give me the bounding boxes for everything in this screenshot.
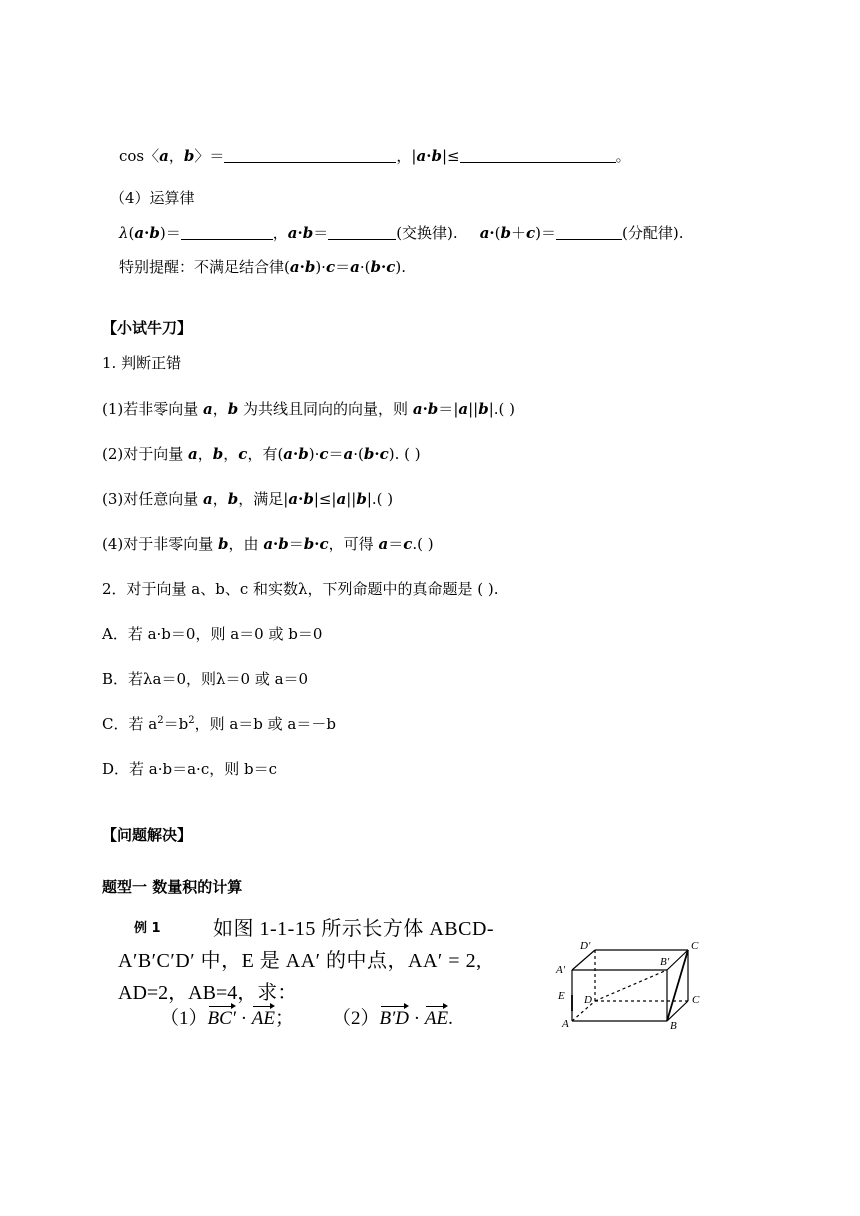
dot: · xyxy=(298,490,304,508)
dot: · xyxy=(235,1008,252,1029)
var-b: b xyxy=(218,535,229,553)
eq: ＝ xyxy=(328,445,344,463)
var-a: a xyxy=(378,535,389,553)
var-a: a xyxy=(343,445,354,463)
dot: · xyxy=(380,258,387,276)
var-a: a xyxy=(289,258,300,276)
var-b: b xyxy=(427,400,439,418)
var-a: a xyxy=(288,490,299,508)
paren: ( xyxy=(494,224,501,242)
vector-ae: AE xyxy=(251,1008,275,1029)
text: 为共线且同向的向量，则 xyxy=(238,400,413,418)
commute-blank xyxy=(328,225,396,240)
eq: ＝ xyxy=(335,258,351,276)
var-b: b xyxy=(304,258,316,276)
dot: · xyxy=(422,400,428,418)
var-b: b xyxy=(227,490,239,508)
text: (1)若非零向量 xyxy=(102,400,204,418)
dot: · xyxy=(426,147,432,165)
comma: ， xyxy=(197,445,213,463)
abs-blank xyxy=(460,148,616,163)
dot: · xyxy=(489,224,495,242)
answer-paren: .( ) xyxy=(412,535,434,553)
var-a: a xyxy=(350,258,360,276)
var-a: a xyxy=(458,400,469,418)
abs-close: |≤ xyxy=(441,147,460,165)
example-label: 例 1 xyxy=(134,921,161,936)
answer-paren: |.( ) xyxy=(488,400,516,418)
dot: · xyxy=(374,445,380,463)
var-b: b xyxy=(363,445,375,463)
commute-label: (交换律). xyxy=(396,224,458,242)
lambda: λ xyxy=(119,224,129,242)
section4-title: （4）运算律 xyxy=(110,189,195,207)
text: ，可得 xyxy=(328,535,379,553)
type1-title: 题型一 数量积的计算 xyxy=(102,878,243,896)
var-a: a xyxy=(479,224,490,242)
var-b: b xyxy=(356,490,367,508)
dot: · xyxy=(314,535,320,553)
var-c: c xyxy=(319,535,329,553)
note-mid: )· xyxy=(315,258,326,276)
question1-item4 xyxy=(102,534,434,554)
cos-prefix: cos〈 xyxy=(119,147,160,165)
exponent: 2 xyxy=(188,715,195,726)
text: ，满足| xyxy=(238,490,289,508)
var-b: b xyxy=(478,400,489,418)
text: ＝b xyxy=(163,715,189,733)
comma: ， xyxy=(168,147,184,165)
note-prefix: 特别提醒：不满足结合律( xyxy=(119,258,290,276)
eq: ＝ xyxy=(288,535,304,553)
eq: ＝ xyxy=(313,224,329,242)
distribute-label: (分配律). xyxy=(622,224,684,242)
text: ，有( xyxy=(247,445,284,463)
text: (2)对于向量 xyxy=(102,445,189,463)
var-a: a xyxy=(203,490,213,508)
dot: · xyxy=(293,445,299,463)
var-a: a xyxy=(336,490,347,508)
question1-item2 xyxy=(102,444,421,464)
note-end: ). xyxy=(395,258,406,276)
eq: ＝ xyxy=(438,400,454,418)
lambda-blank xyxy=(181,225,273,240)
var-b: b xyxy=(370,258,381,276)
question1-item1: (1)若非零向量 a，b 为共线且同向的向量，则 a·b＝|a||b|.( ) xyxy=(102,400,516,418)
label-d: D xyxy=(584,994,592,1006)
label-b: B xyxy=(670,1020,677,1032)
var-b: b xyxy=(303,535,315,553)
var-c: c xyxy=(403,535,413,553)
plus: ＋ xyxy=(511,224,527,242)
separator: ， xyxy=(396,147,412,165)
answer-paren: ). ( ) xyxy=(388,445,421,463)
trial-header: 【小试牛刀】 xyxy=(102,319,193,337)
period: 。 xyxy=(615,147,631,165)
answer-paren: |.( ) xyxy=(366,490,394,508)
special-note xyxy=(119,257,406,277)
var-a: a xyxy=(188,445,198,463)
var-b: b xyxy=(302,224,314,242)
note-mid: ·( xyxy=(359,258,371,276)
label-e: E xyxy=(558,990,565,1002)
distribute-blank xyxy=(556,225,622,240)
var-c: c xyxy=(238,445,248,463)
example-line2: A′B′C′D′ 中，E 是 AA′ 的中点，AA′ = 2, xyxy=(118,950,482,972)
vector-bc-prime: BC′ xyxy=(207,1008,236,1029)
option-b: B．若λa＝0，则λ＝0 或 a＝0 xyxy=(102,670,309,688)
dot: · xyxy=(299,258,305,276)
var-b: b xyxy=(227,400,239,418)
comma: ， xyxy=(212,400,228,418)
comma: ， xyxy=(212,490,228,508)
option-c xyxy=(102,714,336,734)
text: (3)对任意向量 xyxy=(102,490,204,508)
text: ，则 a＝b 或 a＝－b xyxy=(194,715,336,733)
text: (4)对于非零向量 xyxy=(102,535,219,553)
dot: · xyxy=(144,224,150,242)
operation-laws-line xyxy=(119,223,684,243)
abs-open: | xyxy=(411,147,417,165)
var-b: b xyxy=(183,147,195,165)
var-c: c xyxy=(526,224,536,242)
var-a: a xyxy=(159,147,169,165)
var-c: c xyxy=(319,445,329,463)
var-a: a xyxy=(203,400,213,418)
var-a: a xyxy=(263,535,274,553)
var-a: a xyxy=(412,400,423,418)
eq: ＝ xyxy=(388,535,404,553)
example-line1: 如图 1-1-15 所示长方体 ABCD- xyxy=(213,918,495,940)
var-c: c xyxy=(325,258,336,276)
var-c: c xyxy=(386,258,396,276)
var-b: b xyxy=(212,445,224,463)
paren-eq: )＝ xyxy=(159,224,181,242)
option-a: A．若 a·b＝0，则 a＝0 或 b＝0 xyxy=(102,625,323,643)
var-b: b xyxy=(431,147,442,165)
var-a: a xyxy=(283,445,294,463)
var-b: b xyxy=(278,535,289,553)
text: ·( xyxy=(353,445,364,463)
var-b: b xyxy=(298,445,309,463)
var-b: b xyxy=(149,224,160,242)
label-c: C xyxy=(692,994,700,1006)
semicolon: ； xyxy=(275,1008,295,1029)
cos-formula-line xyxy=(119,146,631,166)
question2: 2．对于向量 a、b、c 和实数λ，下列命题中的真命题是 ( ). xyxy=(102,580,499,598)
var-a: a xyxy=(134,224,145,242)
vector-b-prime-d: B′D xyxy=(379,1008,410,1029)
cuboid-figure xyxy=(550,935,720,1035)
text: )· xyxy=(308,445,320,463)
dot: · xyxy=(409,1008,425,1029)
paren: ( xyxy=(128,224,135,242)
comma: ， xyxy=(223,445,239,463)
dot: · xyxy=(297,224,303,242)
vector-ae: AE xyxy=(424,1008,449,1029)
label-c-top: C xyxy=(691,940,699,952)
example-questions xyxy=(160,1003,453,1030)
paren-eq: )＝ xyxy=(535,224,557,242)
exponent: 2 xyxy=(157,715,164,726)
var-a: a xyxy=(416,147,427,165)
dot: · xyxy=(273,535,279,553)
question1-title: 1. 判断正错 xyxy=(102,354,182,372)
period: . xyxy=(448,1008,453,1029)
question1-item3: (3)对任意向量 a，b，满足|a·b|≤|a||b|.( ) xyxy=(102,490,394,508)
var-c: c xyxy=(379,445,389,463)
example-line3: AD=2，AB=4，求： xyxy=(118,982,298,1004)
var-a: a xyxy=(287,224,298,242)
text: ，由 xyxy=(228,535,264,553)
solve-header: 【问题解决】 xyxy=(102,826,193,844)
q1-label: （1） xyxy=(160,1008,208,1029)
var-b: b xyxy=(303,490,314,508)
cos-suffix: 〉＝ xyxy=(194,147,225,165)
q2-label: （2） xyxy=(332,1008,380,1029)
comma: ， xyxy=(272,224,288,242)
text: C．若 a xyxy=(102,715,158,733)
var-b: b xyxy=(500,224,512,242)
cos-blank xyxy=(224,148,396,163)
label-b-prime: B′ xyxy=(660,956,670,968)
label-a: A xyxy=(562,1018,569,1030)
option-d: D．若 a·b＝a·c，则 b＝c xyxy=(102,760,277,778)
label-a-prime: A′ xyxy=(556,964,566,976)
label-d-prime: D′ xyxy=(580,940,591,952)
